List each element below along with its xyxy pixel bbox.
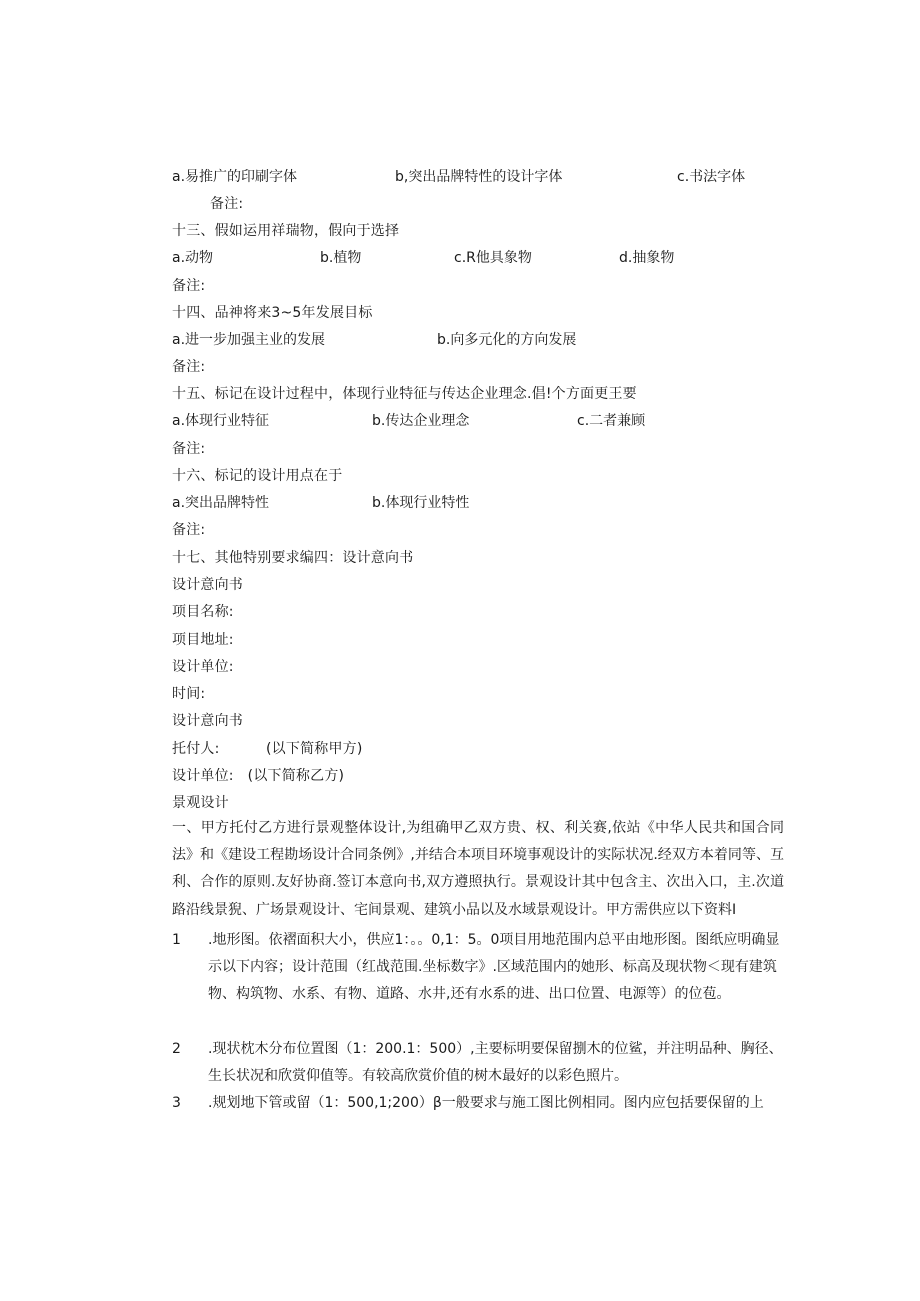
q14-option-b: b.向多元化的方向发展 xyxy=(437,332,577,348)
item-number: 3 xyxy=(172,1095,181,1111)
q16-option-a: a.突出品牌特性 xyxy=(172,495,270,511)
item-number: 2 xyxy=(172,1041,181,1057)
q16-option-b: b.体现行业特性 xyxy=(372,495,470,511)
project-name-label: 项目名称: xyxy=(172,604,234,620)
q12-option-a: a.易推广的印刷字体 xyxy=(172,169,298,185)
q15-option-b: b.传达企业理念 xyxy=(372,413,470,429)
q13-option-b: b.植物 xyxy=(320,250,362,266)
q13-title: 十三、假如运用祥瑞物，假向于选择 xyxy=(172,223,400,239)
q12-option-b: b,突出品牌特性的设计字体 xyxy=(395,169,563,185)
q17-title: 十七、其他特别要求编四：设计意向书 xyxy=(172,550,414,566)
q15-note: 备注: xyxy=(172,441,206,457)
q14-note: 备注: xyxy=(172,359,206,375)
intent-heading-2: 设计意向书 xyxy=(172,713,243,729)
q12-option-c: c.书法字体 xyxy=(677,169,746,185)
time-label: 时间: xyxy=(172,686,206,702)
q14-option-a: a.进一步加强主业的发展 xyxy=(172,332,326,348)
item-text: .地形图。依褶面积大小，供应1：。。0,1：5。0项目用地范围内总平由地形图。图纸应明确显示以下内容；设计范围（红战范围.坐标数字》.区域范围内的她形、标高及现状物＜现有建筑物、构筑物、水系、有物、道路、水井,还有水系的进、出口位置、电源等）的位苞。 xyxy=(208,932,780,1003)
item-text: .规划地下管或留（1：500,1;200）β一般要求与施工图比例相同。图内应包括要保留的上 xyxy=(208,1095,764,1111)
client-line: 托付人: (以下简称甲方) xyxy=(172,741,363,757)
intro-paragraph: 一、甲方托付乙方进行景观整体设计,为组确甲乙双方贵、权、利关赛,依站《中华人民共和国合同法》和《建设工程勘场设计合同条例》,并结合本项目环境事观设计的实际状况.经双方本着同等、互利、合作的原则.友好协商.签订本意向书,双方遵照执行。景观设计其中包含主、次出入口，主.次道路沿线景猊、广场景观设计、宅间景观、建筑小品以及水域景观设计。甲方需供应以下资料I xyxy=(172,820,784,918)
q16-note: 备注: xyxy=(172,522,206,538)
design-unit-label: 设计单位: xyxy=(172,659,234,675)
q16-title: 十六、标记的设计用点在于 xyxy=(172,468,343,484)
q13-option-c: c.R他具象物 xyxy=(454,250,532,266)
q15-title: 十五、标记在设计过程中，体现行业特征与传达企业理念.倡!个方面更王要 xyxy=(172,386,637,402)
project-address-label: 项目地址: xyxy=(172,632,234,648)
intent-heading: 设计意向书 xyxy=(172,577,243,593)
item-text: .现状枕木分布位置图（1：200.1：500）,主要标明要保留捌木的位鲨，并注明品种、胸径、生长状况和欣赏仰值等。有较高欣赏价值的树木最好的以彩色照片。 xyxy=(208,1041,783,1085)
q13-option-d: d.抽象物 xyxy=(619,250,675,266)
section-title: 景观设计 xyxy=(172,795,229,811)
q15-option-c: c.二者兼顾 xyxy=(577,413,646,429)
q13-option-a: a.动物 xyxy=(172,250,214,266)
q14-title: 十四、品神将来3~5年发展目标 xyxy=(172,305,373,321)
q15-option-a: a.体现行业特征 xyxy=(172,413,270,429)
designer-line: 设计单位: (以下简称乙方) xyxy=(172,768,345,784)
q12-note: 备注: xyxy=(210,196,244,212)
q13-note: 备注: xyxy=(172,278,206,294)
item-number: 1 xyxy=(172,932,181,948)
